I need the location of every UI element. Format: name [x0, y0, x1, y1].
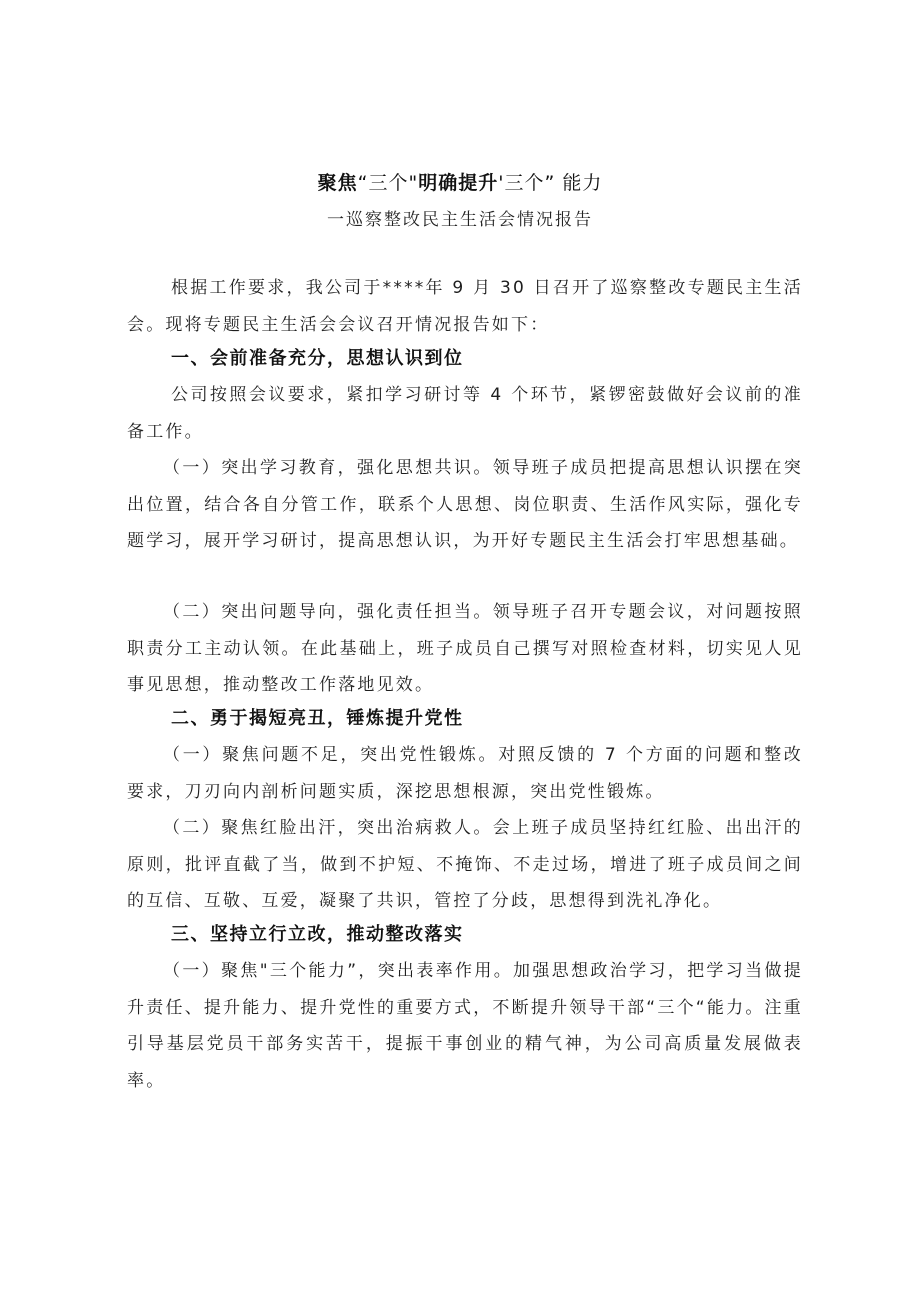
section1-paragraph-2: （一）突出学习教育，强化思想共识。领导班子成员把提高思想认识摆在突出位置，结合各自分管工作，联系个人思想、岗位职责、生活作风实际，强化专题学习，展开学习研讨，提高思想认识，为开好专题民主生活会打牢思想基础。: [127, 458, 803, 551]
document-title: [0, 168, 920, 195]
document-subtitle: 一巡察整改民主生活会情况报告: [327, 210, 593, 230]
title-part-2: “三个": [357, 172, 419, 194]
section1-heading: 一、会前准备充分，思想认识到位: [171, 348, 464, 369]
section2-paragraph-2: （二）聚焦红脸出汗，突出治病救人。会上班子成员坚持红红脸、出出汗的原则，批评直截了当，做到不护短、不掩饰、不走过场，增进了班子成员间之间的互信、互敬、互爱，凝聚了共识，管控了分歧，思想得到洗礼净化。: [127, 818, 803, 911]
title-part-3: 明确提升: [418, 172, 499, 194]
title-part-1: 聚焦: [317, 172, 358, 194]
title-part-4: '三个”: [498, 172, 556, 194]
section1-paragraph-3: （二）突出问题导向，强化责任担当。领导班子召开专题会议，对问题按照职责分工主动认领。在此基础上，班子成员自己撰写对照检查材料，切实见人见事见思想，推动整改工作落地见效。: [127, 602, 803, 695]
intro-paragraph: 根据工作要求，我公司于****年 9 月 30 日召开了巡察整改专题民主生活会。现将专题民主生活会会议召开情况报告如下：: [127, 278, 803, 335]
title-part-5: 能力: [562, 172, 603, 194]
section1-paragraph-1: 公司按照会议要求，紧扣学习研讨等 4 个环节，紧锣密鼓做好会议前的准备工作。: [127, 385, 803, 442]
section3-paragraph-1: （一）聚焦"三个能力”，突出表率作用。加强思想政治学习，把学习当做提升责任、提升能力、提升党性的重要方式，不断提升领导干部“三个“能力。注重引导基层党员干部务实苦干，提振干事创业的精气神，为公司高质量发展做表率。: [127, 961, 803, 1091]
section2-heading: 二、勇于揭短亮丑，锤炼提升党性: [171, 708, 464, 729]
section3-heading: 三、坚持立行立改，推动整改落实: [171, 924, 464, 945]
section2-paragraph-1: （一）聚焦问题不足，突出党性锻炼。对照反馈的 7 个方面的问题和整改要求，刀刃向内剖析问题实质，深挖思想根源，突出党性锻炼。: [127, 745, 803, 802]
